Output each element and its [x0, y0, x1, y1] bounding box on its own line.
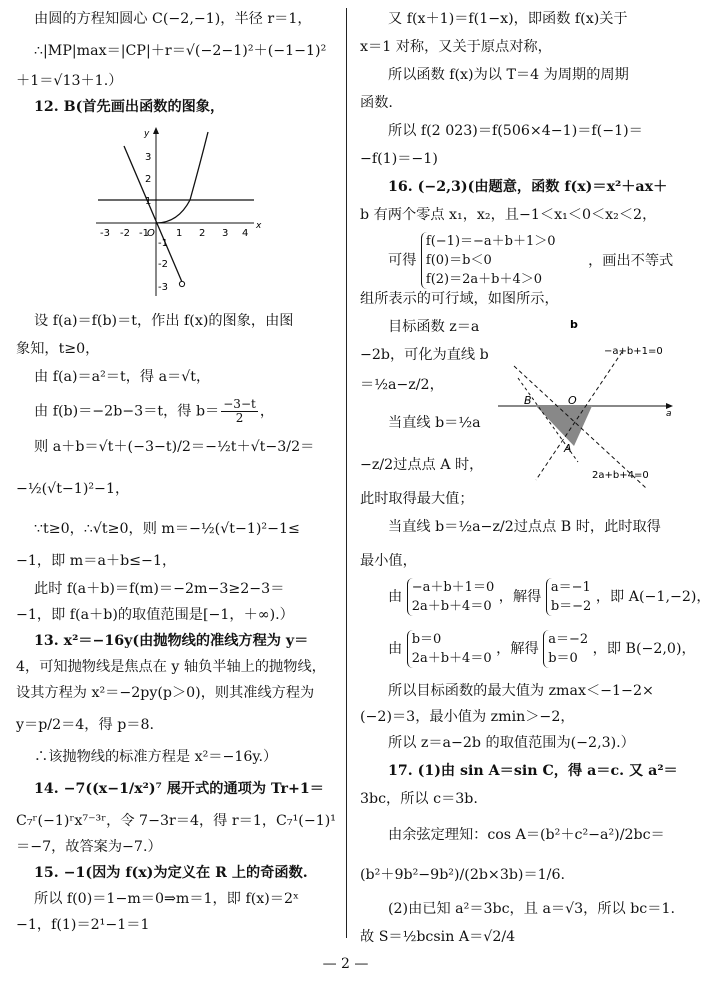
- axis-label: a: [666, 409, 672, 419]
- text-line: −z/2过点点 A 时，: [360, 457, 484, 473]
- system-line: 可得 f(−1)＝−a＋b＋1＞0 f(0)＝b＜0 f(2)＝2a＋b＋4＞0 ，画出不等式: [388, 234, 674, 287]
- problem-12: 12. B(首先画出函数的图象，: [34, 99, 225, 115]
- problem-14: 14. −7((x−1/x²)⁷ 展开式的通项为 Tr+1＝: [34, 781, 324, 797]
- page-number: — 2 —: [322, 956, 369, 972]
- line-label: 2a+b+4=0: [592, 470, 649, 481]
- tick-label: 3: [222, 228, 229, 239]
- tick-label: -1: [158, 238, 168, 249]
- line-decreasing: [124, 146, 182, 282]
- text-line: ＋1＝√13＋1.）: [16, 73, 123, 89]
- problem-16: 16. (−2,3)(由题意，函数 f(x)＝x²＋ax＋: [388, 179, 668, 195]
- tick-label: -1: [139, 228, 149, 239]
- text-line: (2)由已知 a²＝3bc，且 a＝√3，所以 bc＝1.: [388, 901, 675, 917]
- text-line: 设其方程为 x²＝−2py(p＞0)，则其准线方程为: [16, 685, 315, 701]
- point-label: A: [564, 442, 572, 455]
- text-line: 象知，t≥0，: [16, 341, 100, 357]
- text-line: 此时取得最大值；: [360, 491, 474, 507]
- tick-label: 3: [145, 152, 152, 163]
- text-line: 目标函数 z＝a: [388, 319, 480, 335]
- open-point: [179, 281, 184, 286]
- text-line: (b²＋9b²−9b²)/(2b×3b)＝1/6.: [360, 867, 565, 883]
- problem-15: 15. −1(因为 f(x)为定义在 R 上的奇函数.: [34, 865, 308, 881]
- text-line: −1，即 m＝a＋b≤−1，: [16, 553, 177, 569]
- tick-label: -3: [100, 228, 110, 239]
- text-line: x＝1 对称，又关于原点对称，: [360, 39, 552, 55]
- text-line: 故 S＝½bcsin A＝√2/4: [360, 929, 516, 945]
- system-line: 由 b＝0 2a＋b＋4＝0 ，解得 a＝−2 b＝0 ，即 B(−2,0)，: [388, 632, 696, 666]
- text-line: 设 f(a)＝f(b)＝t，作出 f(x)的图象，由图: [34, 313, 294, 329]
- system-line: 由 −a＋b＋1＝0 2a＋b＋4＝0 ，解得 a＝−1 b＝−2 ，即 A(−1,−2)，: [388, 580, 711, 614]
- text-line: 则 a＋b＝√t＋(−3−t)/2＝−½t＋√t−3/2＝: [34, 439, 315, 455]
- inequality-system: f(−1)＝−a＋b＋1＞0 f(0)＝b＜0 f(2)＝2a＋b＋4＞0: [421, 232, 556, 289]
- text-line: 由 f(a)＝a²＝t，得 a＝√t，: [34, 369, 211, 385]
- text-line: 所以函数 f(x)为以 T＝4 为周期的周期: [388, 67, 629, 83]
- tick-label: O: [147, 228, 155, 239]
- text-line: ＝½a−z/2，: [360, 377, 444, 393]
- text-line: ∴该抛物线的标准方程是 x²＝−16y.）: [34, 749, 278, 765]
- text-line: 由余弦定理知：cos A＝(b²＋c²−a²)/2bc＝: [388, 827, 665, 843]
- text-line: −2b，可化为直线 b: [360, 347, 489, 363]
- text-line: 函数.: [360, 95, 393, 111]
- axis-label: b: [570, 318, 578, 331]
- tick-label: 4: [242, 228, 249, 239]
- text-line: −f(1)＝−1): [360, 151, 438, 167]
- text-line: 又 f(x＋1)＝f(1−x)，即函数 f(x)关于: [388, 11, 628, 27]
- text-line: C₇ʳ(−1)ʳx⁷⁻³ʳ，令 7−3r＝4，得 r＝1，C₇¹(−1)¹: [16, 813, 336, 829]
- line-label: −a+b+1=0: [604, 346, 663, 357]
- tick-label: 2: [199, 228, 206, 239]
- text-line: 所以 f(2 023)＝f(506×4−1)＝f(−1)＝: [388, 123, 643, 139]
- text-line: 组所表示的可行域，如图所示，: [360, 291, 559, 307]
- text-line: 所以 z＝a−2b 的取值范围为(−2,3).）: [388, 735, 635, 751]
- point-label: B: [524, 394, 532, 407]
- problem-13: 13. x²＝−16y(由抛物线的准线方程为 y＝: [34, 633, 309, 649]
- tick-label: 1: [176, 228, 183, 239]
- axis-label: y: [144, 129, 150, 139]
- y-axis-arrow: [153, 127, 159, 134]
- function-graph: [90, 124, 260, 300]
- text-line: b 有两个零点 x₁，x₂，且−1＜x₁＜0＜x₂＜2，: [360, 207, 657, 223]
- text-line: ∵t≥0，∴√t≥0，则 m＝−½(√t−1)²−1≤: [34, 521, 300, 537]
- text-line: 此时 f(a＋b)＝f(m)＝−2m−3≥2−3＝: [34, 581, 285, 597]
- text-line: 由 f(b)＝−2b−3＝t，得 b＝ $\frac{-3-t}{2}$ ，: [34, 397, 275, 425]
- text-line: 最小值，: [360, 553, 417, 569]
- text-line: 所以 f(0)＝1−m＝0⇒m＝1，即 f(x)＝2ˣ: [34, 891, 299, 907]
- axis-label: x: [256, 221, 262, 231]
- text-line: 3bc，所以 c＝3b.: [360, 791, 478, 807]
- tick-label: -3: [158, 282, 168, 293]
- feasible-region-graph: [496, 312, 674, 492]
- text-line: 4，可知抛物线是焦点在 y 轴负半轴上的抛物线，: [16, 659, 326, 675]
- tick-label: -2: [158, 259, 168, 270]
- problem-17: 17. (1)由 sin A＝sin C，得 a＝c. 又 a²＝: [388, 763, 678, 779]
- text-line: −1，f(1)＝2¹−1＝1: [16, 917, 150, 933]
- text-line: 当直线 b＝½a−z/2过点点 B 时，此时取得: [388, 519, 661, 535]
- tick-label: -2: [120, 228, 130, 239]
- tick-label: 1: [145, 196, 152, 207]
- parabola: [156, 132, 208, 223]
- text-line: 所以目标函数的最大值为 zmax＜−1−2×: [388, 683, 654, 699]
- feasible-region: [536, 406, 592, 446]
- text-line: (−2)＝3，最小值为 zmin＞−2，: [360, 709, 575, 725]
- text-line: −½(√t−1)²−1，: [16, 481, 130, 497]
- text-line: y＝p/2＝4，得 p＝8.: [16, 717, 154, 733]
- text-line: 由圆的方程知圆心 C(−2,−1)，半径 r＝1，: [34, 11, 312, 27]
- text-line: ∴|MP|max＝|CP|＋r＝√(−2−1)²＋(−1−1)²: [34, 43, 327, 59]
- text-line: 当直线 b＝½a: [388, 415, 481, 431]
- tick-label: 2: [145, 174, 152, 185]
- text-line: −1，即 f(a＋b)的取值范围是[−1，＋∞).）: [16, 607, 294, 623]
- column-divider: [346, 8, 347, 938]
- text-line: ＝−7，故答案为−7.）: [16, 839, 162, 855]
- point-label: O: [568, 394, 577, 407]
